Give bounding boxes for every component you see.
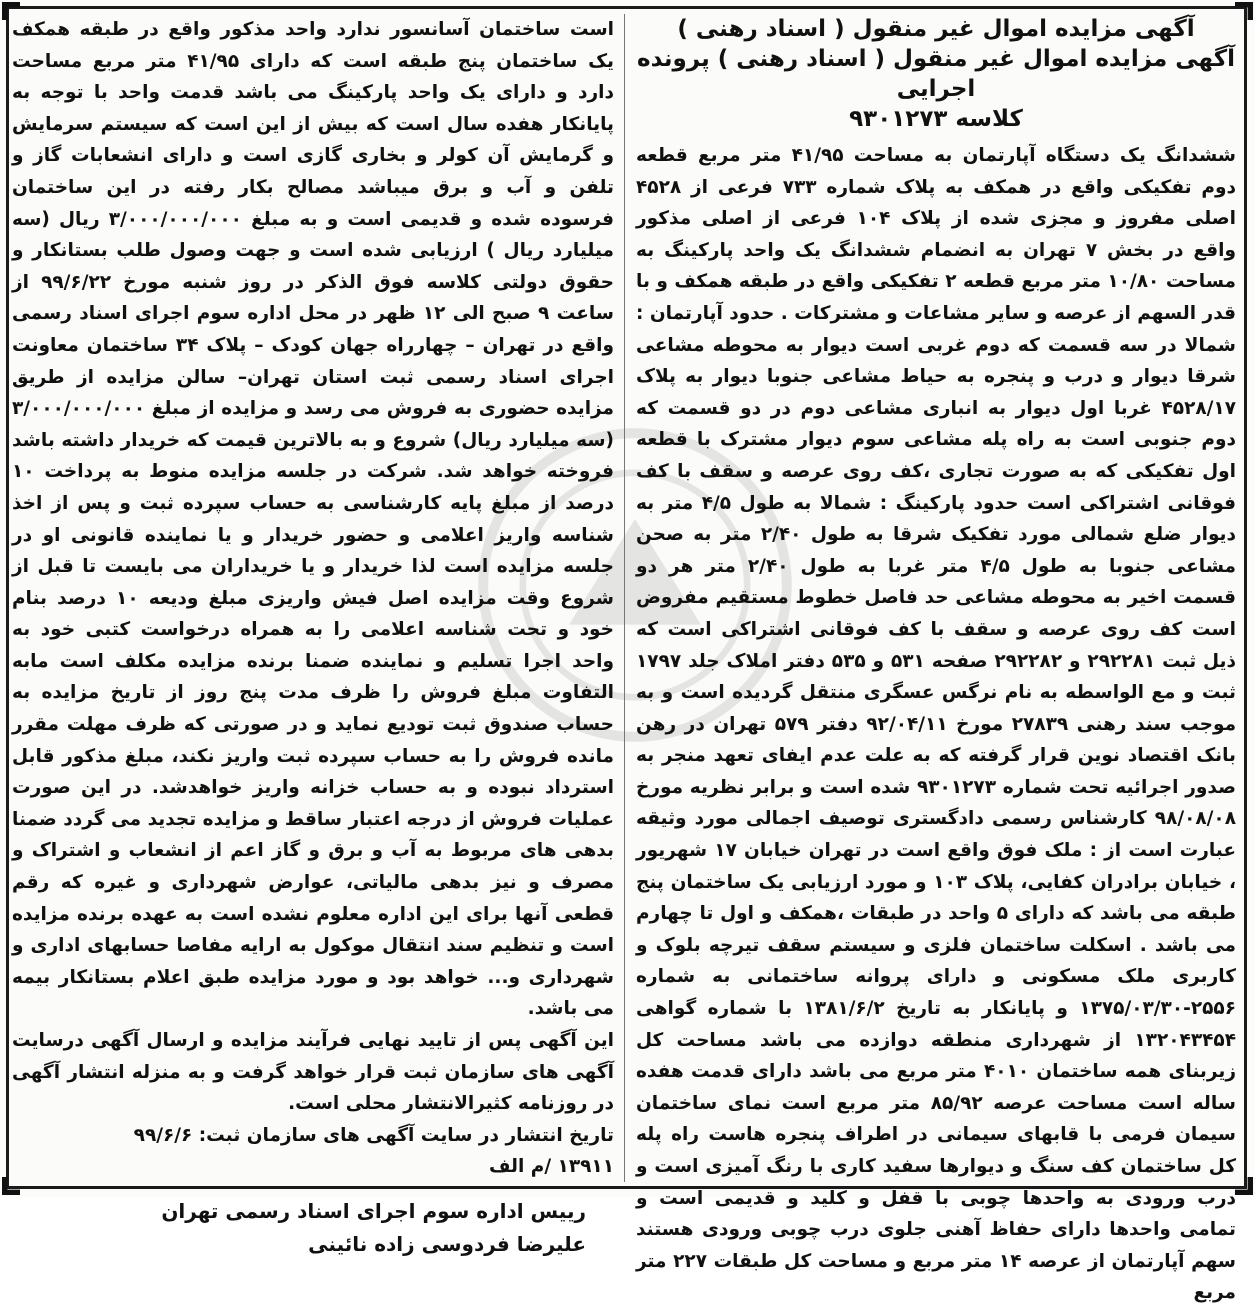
notice-subtitle: آگهی مزایده اموال غیر منقول ( اسناد رهنی ) پرونده اجرایی <box>637 46 1235 102</box>
notice-title: آگهی مزایده اموال غیر منقول ( اسناد رهنی ) <box>677 16 1195 42</box>
site-publication-note: این آگهی پس از تایید نهایی فرآیند مزایده و ارسال آگهی درسایت آگهی های سازمان ثبت قرار خواهد گرفت و به منزله انتشار آگهی در روزنامه کثیرالانتشار محلی است. <box>12 1030 614 1115</box>
right-column <box>636 14 1237 1304</box>
signature-title: رییس اداره سوم اجرای اسناد رسمی تهران <box>161 1198 586 1223</box>
column-divider <box>624 14 625 1182</box>
reference-number: ۱۳۹۱۱ /م الف <box>489 1156 614 1178</box>
notice-body-left: است ساختمان آسانسور ندارد واحد مذکور واقع در طبقه همکف یک ساختمان پنج طبقه است که دارای ۴۱/۹۵ متر مربع مساحت دارد و دارای یک واحد پارکینگ می باشد قدمت واحد با توجه به پایانکار هفده سال است که بیش از این است که سیستم سرمایش و گرمایش آن کولر و بخاری گازی است و دارای انشعابات گاز و تلفن و آب و برق میباشد مصالح بکار رفته در این ساختمان فرسوده شده و قدیمی است و به مبلغ ۳/۰۰۰/۰۰۰/۰۰۰ ریال (سه میلیارد ریال ) ارزیابی شده است و جهت وصول طلب بستانکار و حقوق دولتی کلاسه فوق الذکر در روز شنبه مورخ ۹۹/۶/۲۲ از ساعت ۹ صبح الی ۱۲ ظهر در محل اداره سوم اجرای اسناد رسمی واقع در تهران – چهارراه جهان کودک – پلاک ۳۴ ساختمان معاونت اجرای اسناد رسمی ثبت استان تهران– سالن مزایده از طریق مزایده حضوری به فروش می رسد و مزایده از مبلغ ۳/۰۰۰/۰۰۰/۰۰۰ (سه میلیارد ریال) شروع و به بالاترین قیمت که خریدار داشته باشد فروخته خواهد شد. شرکت در جلسه مزایده منوط به پرداخت ۱۰ درصد از مبلغ پایه کارشناسی به حساب سپرده ثبت و پس از اخذ شناسه واریز اعلامی و حضور خریدار و یا نماینده قانونی او در جلسه مزایده است لذا خریدار و یا خریداران می بایست تا قبل از شروع وقت مزایده اصل فیش واریزی مبلغ ودیعه ۱۰ درصد بنام خود و تحت شناسه اعلامی را به همراه درخواست کتبی خود به واحد اجرا تسلیم و نماینده ضمنا برنده مزایده مکلف است مابه التفاوت مبلغ فروش را ظرف مدت پنج روز از تاریخ مزایده به حساب صندوق ثبت تودیع نماید و در صورتی که ظرف مهلت مقرر مانده فروش را به حساب سپرده ثبت واریز نکند، مبلغ مذکور قابل استرداد نبوده و به حساب خزانه واریز خواهدشد. در این صورت عملیات فروش از درجه اعتبار ساقط و مزایده تجدید می گردد ضمنا بدهی های مربوط به آب و برق و گاز اعم از انشعاب و اشتراک و مصرف و نیز بدهی مالیاتی، عوارض شهرداری و غیره که رقم قطعی آنها برای این اداره معلوم نشده است به عهده برنده مزایده است و تنظیم سند انتقال موکول به ارایه مفاصا حسابهای اداری و شهرداری و... خواهد بود و مورد مزایده طبق اعلام بستانکار بیمه می باشد. <box>12 19 615 1020</box>
signature-name: علیرضا فردوسی زاده نائینی <box>308 1231 586 1256</box>
left-column <box>12 14 615 1256</box>
notice-body-right: ششدانگ یک دستگاه آپارتمان به مساحت ۴۱/۹۵ متر مربع قطعه دوم تفکیکی واقع در همکف به پلاک شماره ۷۳۳ فرعی از ۴۵۲۸ اصلی مفروز و مجزی شده از پلاک ۱۰۴ فرعی از اصلی مذکور واقع در بخش ۷ تهران به انضمام ششدانگ یک واحد پارکینگ به مساحت ۱۰/۸۰ متر مربع قطعه ۲ تفکیکی واقع در طبقه همکف و با قدر السهم از عرصه و سایر مشاعات و مشترکات . حدود آپارتمان : شمالا در سه قسمت که دوم غربی است دیوار به محوطه مشاعی شرقا دیوار و درب و پنجره به حیاط مشاعی جنوبا دیوار به پلاک ۴۵۲۸/۱۷ غربا اول دیوار به انباری مشاعی دوم در دو قسمت که دوم جنوبی است به راه پله مشاعی سوم دیوار مشترک با قطعه اول تفکیکی که به صورت تجاری ،کف روی عرصه و سقف با کف فوقانی اشتراکی است حدود پارکینگ : شمالا به طول ۴/۵ متر به دیوار ضلع شمالی مورد تفکیک شرقا به طول ۲/۴۰ متر به صحن مشاعی جنوبا به طول ۴/۵ متر غربا به طول ۲/۴۰ متر هر دو قسمت اخیر به محوطه مشاعی حد فاصل خطوط مستقیم مفروض است کف روی عرصه و سقف با کف فوقانی اشتراکی است که ذیل ثبت ۲۹۲۲۸۱ و ۲۹۲۲۸۲ صفحه ۵۳۱ و ۵۳۵ دفتر املاک جلد ۱۷۹۷ ثبت و مع الواسطه به نام نرگس عسگری منتقل گردیده است و به موجب سند رهنی ۲۷۸۳۹ مورخ ۹۲/۰۴/۱۱ دفتر ۵۷۹ تهران در رهن بانک اقتصاد نوین قرار گرفته که به علت عدم ایفای تعهد منجر به صدور اجرائیه تحت شماره ۹۳۰۱۲۷۳ شده است و برابر نظریه مورخ ۹۸/۰۸/۰۸ کارشناس رسمی دادگستری توصیف اجمالی مورد وثیقه عبارت است از : ملک فوق واقع است در تهران خیابان ۱۷ شهریور ، خیابان برادران کفایی، پلاک ۱۰۳ و مورد ارزیابی یک ساختمان پنج طبقه می باشد که دارای ۵ واحد در طبقات ،همکف و اول تا چهارم می باشد . اسکلت ساختمان فلزی و سیستم سقف تیرچه بلوک و کاربری ملک مسکونی و دارای پروانه ساختمانی به شماره ۲۵۵۶-۱۳۷۵/۰۳/۳۰ و پایانکار به تاریخ ۱۳۸۱/۶/۲ با شماره گواهی ۱۳۲۰۴۳۴۵۴ از شهرداری منطقه دوازده می باشد مساحت کل زیربنای همه ساختمان ۴۰۱۰ متر مربع می باشد دارای قدمت هفده ساله است مساحت عرصه ۸۵/۹۲ متر مربع است نمای ساختمان سیمان فرمی با قابهای سیمانی در اطراف پنجره هاست راه پله کل ساختمان کف سنگ و دیوارها سفید کاری با رنگ آمیزی است و درب ورودی به واحدها چوبی با قفل و کلید و قدیمی است و تمامی واحدها دارای حفاظ آهنی جلوی درب چوبی ورودی هستند سهم آپارتمان از عرصه ۱۴ متر مربع و مساحت کل طبقات ۲۲۷ متر مربع <box>636 145 1237 1304</box>
case-number: کلاسه ۹۳۰۱۲۷۳ <box>849 106 1023 132</box>
publish-date: تاریخ انتشار در سایت آگهی های سازمان ثبت: ۹۹/۶/۶ <box>133 1124 614 1146</box>
